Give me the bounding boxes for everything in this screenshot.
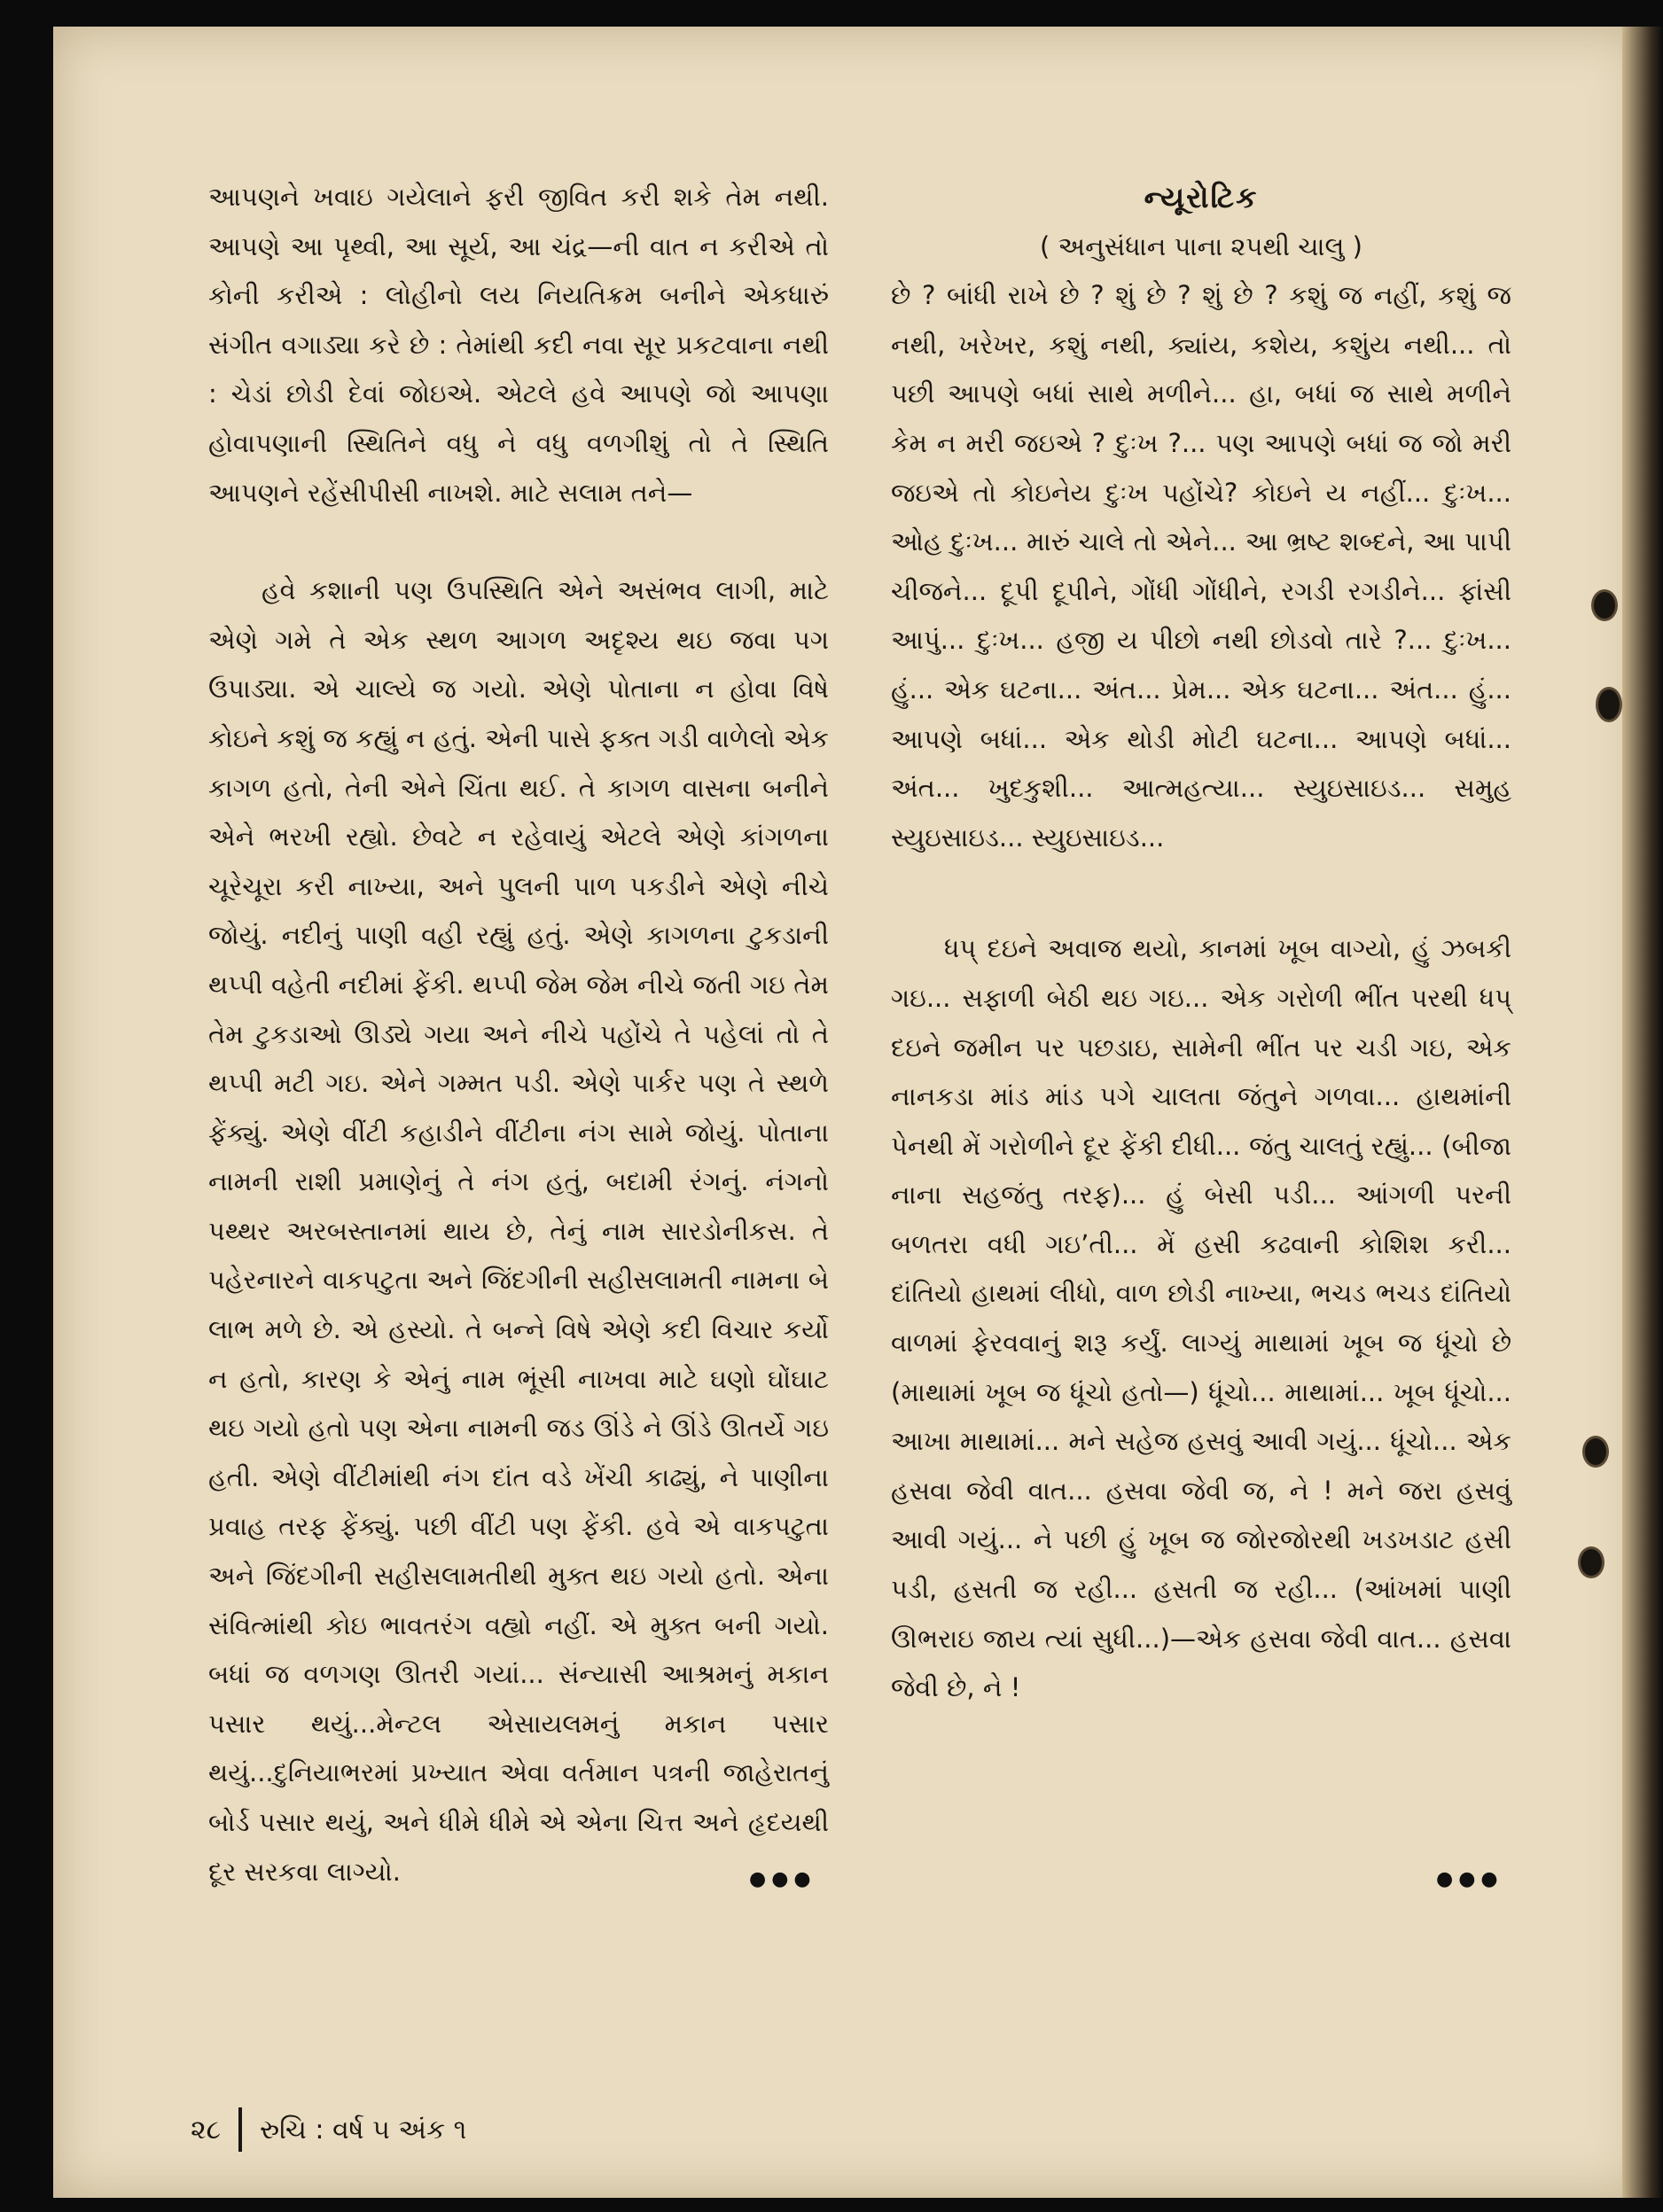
article-title: ન્યૂરોટિક (1144, 180, 1259, 214)
page-gutter (1622, 27, 1663, 2198)
right-paragraph-1: છે ? બાંધી રાખે છે ? શું છે ? શું છે ? કશું જ નહીં, કશું જ નથી, ખરેખર, કશું નથી, ક્યાંય, કશેય, કશુંય નથી... તો પછી આપણે બધાં સાથે મળીને... હા, બધાં જ સાથે મળીને કેમ ન મરી જઇએ ? દુઃખ ?... પણ આપણે બધાં જ જો મરી જઇએ તો કોઇનેય દુઃખ પહોંચે? કોઇને ય નહીં... દુઃખ... ઓહ દુઃખ... મારું ચાલે તો એને... આ ભ્રષ્ટ શબ્દને, આ પાપી ચીજને... દૂપી દૂપીને, ગોંધી ગોંધીને, રગડી રગડીને... ફાંસી આપું... દુઃખ... હજી ય પીછો નથી છોડવો તારે ?... દુઃખ... હું... એક ઘટના... અંત... પ્રેમ... એક ઘટના... અંત... હું... આપણે બધાં... એક થોડી મોટી ઘટના... આપણે બધાં... અંત... ખુદકુશી... આત્મહત્યા... સ્યુઇસાઇડ... સમુહ સ્યુઇસાઇડ... સ્યુઇસાઇડ... (891, 280, 1511, 853)
footer-divider (238, 2107, 242, 2152)
right-end-mark: ●●● (1436, 1868, 1503, 1890)
journal-issue: રુચિ : વર્ષ ૫ અંક ૧ (260, 2114, 467, 2146)
left-end-mark: ●●● (749, 1868, 816, 1890)
binding-hole (1582, 1436, 1609, 1468)
page-number: ૨૮ (191, 2114, 222, 2146)
left-paragraph-1: આપણને ખવાઇ ગયેલાને ફરી જીવિત કરી શકે તેમ નથી. આપણે આ પૃથ્વી, આ સૂર્ય, આ ચંદ્ર—ની વાત ન કરીએ તો કોની કરીએ : લોહીનો લય નિયતિક્રમ બનીને એકધારું સંગીત વગાડ્યા કરે છે : તેમાંથી કદી નવા સૂર પ્રકટવાના નથી : ચેડાં છોડી દેવાં જોઇએ. એટલે હવે આપણે જો આપણા હોવાપણાની સ્થિતિને વધુ ને વધુ વળગીશું તો તે સ્થિતિ આપણને રહેંસીપીસી નાખશે. માટે સલામ તને— (208, 182, 829, 508)
left-paragraph-2: હવે કશાની પણ ઉપસ્થિતિ એને અસંભવ લાગી, માટે એણે ગમે તે એક સ્થળ આગળ અદૃશ્ય થઇ જવા પગ ઉપાડ્યા. એ ચાલ્યે જ ગયો. એણે પોતાના ન હોવા વિષે કોઇને કશું જ કહ્યું ન હતું. એની પાસે ફક્ત ગડી વાળેલો એક કાગળ હતો, તેની એને ચિંતા થઈ. તે કાગળ વાસના બનીને એને ભરખી રહ્યો. છેવટે ન રહેવાયું એટલે એણે કાંગળના ચૂરેચૂરા કરી નાખ્યા, અને પુલની પાળ પકડીને એણે નીચે જોયું. નદીનું પાણી વહી રહ્યું હતું. એણે કાગળના ટુકડાની થપ્પી વહેતી નદીમાં ફેંકી. થપ્પી જેમ જેમ નીચે જતી ગઇ તેમ તેમ ટુકડાઓ ઊડ્યે ગયા અને નીચે પહોંચે તે પહેલાં તો તે થપ્પી મટી ગઇ. એને ગમ્મત પડી. એણે પાર્કર પણ તે સ્થળે ફેંક્યું. એણે વીંટી કહાડીને વીંટીના નંગ સામે જોયું. પોતાના નામની રાશી પ્રમાણેનું તે નંગ હતું, બદામી રંગનું. નંગનો પથ્થર અરબસ્તાનમાં થાય છે, તેનું નામ સારડોનીકસ. તે પહેરનારને વાકપટુતા અને જિંદગીની સહીસલામતી નામના બે લાભ મળે છે. એ હસ્યો. તે બન્ને વિષે એણે કદી વિચાર કર્યો ન હતો, કારણ કે એનું નામ ભૂંસી નાખવા માટે ઘણો ઘોંઘાટ થઇ ગયો હતો પણ એના નામની જડ ઊંડે ને ઊંડે ઊતર્યે ગઇ હતી. એણે વીંટીમાંથી નંગ દાંત વડે ખેંચી કાઢ્યું, ને પાણીના પ્રવાહ તરફ ફેંક્યું. પછી વીંટી પણ ફેંકી. હવે એ વાકપટુતા અને જિંદગીની સહીસલામતીથી મુક્ત થઇ ગયો હતો. એના સંવિત્માંથી કોઇ ભાવતરંગ વહ્યો નહીં. એ મુક્ત બની ગયો. બધાં જ વળગણ ઊતરી ગયાં... સંન્યાસી આશ્રમનું મકાન પસાર થયું...મેન્ટલ એસાયલમનું મકાન પસાર થયું...દુનિયાભરમાં પ્રખ્યાત એવા વર્તમાન પત્રની જાહેરાતનું બોર્ડ પસાર થયું, અને ધીમે ધીમે એ એના ચિત્ત અને હૃદયથી દૂર સરકવા લાગ્યો. (208, 575, 829, 1887)
binding-hole (1578, 1546, 1604, 1578)
right-column (891, 173, 1511, 1713)
right-paragraph-2: ધપ્ દઇને અવાજ થયો, કાનમાં ખૂબ વાગ્યો, હું ઝબકી ગઇ... સફાળી બેઠી થઇ ગઇ... એક ગરોળી ભીંત પરથી ધપ્ દઇને જમીન પર પછડાઇ, સામેની ભીંત પર ચડી ગઇ, એક નાનકડા માંડ માંડ પગે ચાલતા જંતુને ગળવા... હાથમાંની પેનથી મેં ગરોળીને દૂર ફેંકી દીધી... જંતુ ચાલતું રહ્યું... (બીજા નાના સહજંતુ તરફ)... હું બેસી પડી... આંગળી પરની બળતરા વધી ગઇ’તી... મેં હસી કઢવાની કોશિશ કરી... દાંતિયો હાથમાં લીધો, વાળ છોડી નાખ્યા, ભચડ ભચડ દાંતિયો વાળમાં ફેરવવાનું શરૂ કર્યું. લાગ્યું માથામાં ખૂબ જ ધૂંચો છે (માથામાં ખૂબ જ ધૂંચો હતો—) ધૂંચો... માથામાં... ખૂબ ધૂંચો... આખા માથામાં... મને સહેજ હસવું આવી ગયું... ધૂંચો... એક હસવા જેવી વાત... હસવા જેવી જ, ને ! મને જરા હસવું આવી ગયું... ને પછી હું ખૂબ જ જોરજોરથી ખડખડાટ હસી પડી, હસતી જ રહી... હસતી જ રહી... (આંખમાં પાણી ઊભરાઇ જાય ત્યાં સુધી...)—એક હસવા જેવી વાત... હસવા જેવી છે, ને ! (891, 933, 1511, 1703)
continuation-note: ( અનુસંધાન પાના ૨૫થી ચાલુ ) (1040, 230, 1362, 261)
page-footer (191, 2107, 466, 2152)
left-column (208, 173, 829, 1897)
binding-hole (1596, 687, 1622, 722)
binding-hole (1591, 589, 1618, 621)
